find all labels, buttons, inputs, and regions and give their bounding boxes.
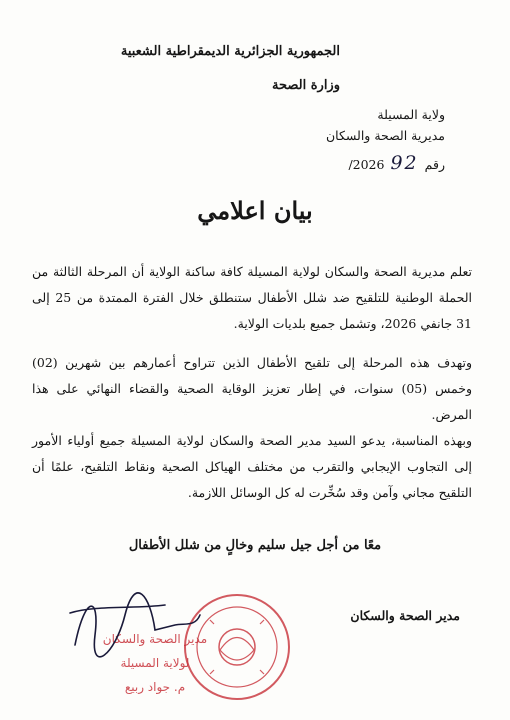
signatory-title: مدير الصحة والسكان — [350, 608, 460, 623]
directorate-line: مديرية الصحة والسكان — [325, 128, 445, 143]
republic-header: الجمهورية الجزائرية الديمقراطية الشعبية — [120, 44, 340, 59]
document-title: بيان اعلامي — [197, 196, 313, 225]
paragraph-objective: وتهدف هذه المرحلة إلى تلقيح الأطفال الذين تتراوح أعمارهم بين شهرين (02) وخمس (05) سنوات، في إطار تعزيز الوقاية الصحية والقضاء النهائي على هذا المرض. — [32, 355, 473, 422]
slogan: معًا من أجل جيل سليم وخالٍ من شلل الأطفال — [128, 538, 382, 553]
paragraph-announcement: تعلم مديرية الصحة والسكان لولاية المسيلة كافة ساكنة الولاية أن المرحلة الثالثة من الحملة الوطنية للتلقيح ضد شلل الأطفال ستنطلق خلال الفترة الممتدة من 25 إلى 31 جانفي 2026، وتشمل جميع بلديات الولاية. — [32, 264, 472, 331]
reference-year: /2026 — [348, 157, 385, 172]
stamp-line-3: م. جواد ربيع — [124, 680, 186, 694]
wilaya-line: ولاية المسيلة — [377, 107, 445, 122]
reference-number: 92 — [390, 152, 419, 174]
stamp-line-1: مدير الصحة والسكان — [102, 632, 208, 646]
ministry-header: وزارة الصحة — [272, 78, 340, 93]
handwritten-signature — [55, 585, 208, 665]
reference-line — [348, 152, 445, 174]
paragraph-call: وبهذه المناسبة، يدعو السيد مدير الصحة والسكان لولاية المسيلة جميع أولياء الأمور إلى التجاوب الإيجابي والتقرب من مختلف الهياكل الصحية ونقاط التلقيح، علمًا أن التلقيح مجاني وآمن وقد سُخِّرت له كل الوسائل اللازمة. — [32, 433, 472, 500]
stamp-line-2: لولاية المسيلة — [120, 656, 190, 670]
reference-label: رقم — [424, 157, 445, 172]
